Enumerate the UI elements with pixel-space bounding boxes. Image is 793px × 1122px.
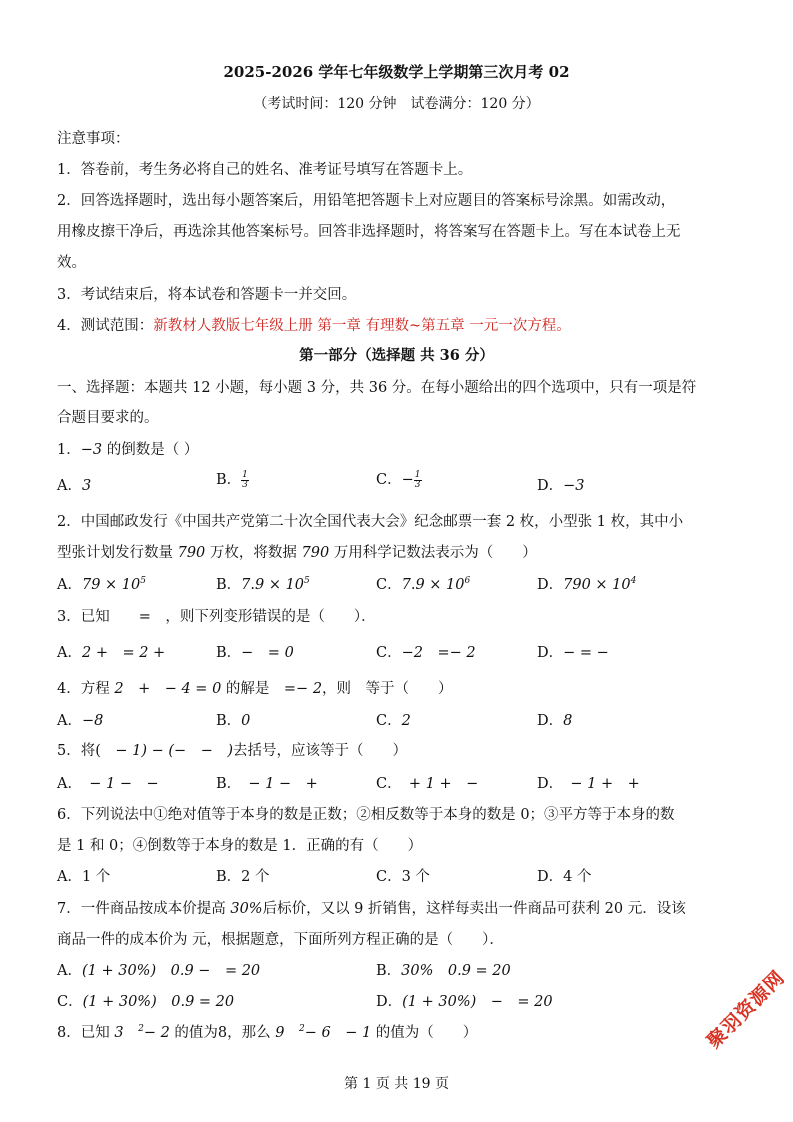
q3-d-value: − = −: [563, 645, 609, 661]
q3-option-d: [537, 641, 609, 662]
q1-a-label: A．: [57, 478, 82, 494]
q1-b-label: B．: [216, 472, 242, 488]
q4-a-label: A．: [57, 713, 82, 729]
exam-title: 2025-2026 学年七年级数学上学期第三次月考 02: [223, 63, 570, 81]
q2-a-label: A．: [57, 577, 82, 593]
q2-c-exponent: 6: [464, 576, 471, 586]
q7-text-b: 后标价，又以 9 折销售，这样每卖出一件商品可获利 20 元．设该: [262, 901, 686, 917]
q1-c-denominator: 3: [414, 479, 421, 490]
q6-line-1: 6．下列说法中①绝对值等于本身的数是正数；②相反数等于本身的数是 0；③平方等于本身的数: [57, 807, 675, 823]
q1-d-label: D．: [537, 478, 564, 494]
q1-b-numerator: 1: [242, 469, 248, 480]
note-4: [57, 314, 571, 335]
q1-c-numerator: 1: [414, 469, 421, 480]
q1-option-c: [376, 468, 422, 490]
q3-text-a: 3．已知: [57, 609, 110, 625]
note-2-line-3: 效。: [57, 255, 86, 271]
q8-expr-b-tail: − 6 − 1: [304, 1025, 372, 1041]
q1-option-d: [537, 474, 585, 495]
q3-equals: =: [138, 609, 151, 625]
q2-text-b: 万枚，将数据: [205, 545, 302, 561]
q4-stem: [57, 677, 453, 698]
note-2-line-1: 2．回答选择题时，选出每小题答案后，用铅笔把答题卡上对应题目的答案标号涂黑。如需改动，: [57, 193, 676, 209]
q2-b-base: 7.9 × 10: [241, 577, 305, 593]
q8-exp-a: 2: [138, 1024, 144, 1034]
q2-a-exponent: 5: [140, 576, 146, 586]
q1-b-fraction: [241, 471, 249, 490]
q8-text-b: 的值为: [174, 1025, 218, 1041]
page-footer: 第 1 页 共 19 页: [344, 1076, 449, 1092]
q5-stem: [57, 739, 407, 760]
q4-d-label: D．: [537, 713, 564, 729]
q7-c-label: C．: [57, 994, 83, 1010]
q3-c-value: −2 =− 2: [401, 645, 476, 661]
q5-option-a: [57, 772, 159, 793]
q1-d-value: −3: [563, 478, 585, 494]
q3-option-a: [57, 641, 165, 662]
q2-c-label: C．: [376, 577, 402, 593]
q2-d-label: D．: [537, 577, 564, 593]
q3-c-label: C．: [376, 645, 402, 661]
q4-b-value: 0: [241, 713, 251, 729]
q8-text-a: 8．已知: [57, 1025, 110, 1041]
q2-number-a: 790: [177, 545, 206, 561]
q7-line-1: [57, 897, 686, 918]
q3-b-label: B．: [216, 645, 242, 661]
q4-option-c: [376, 709, 411, 730]
q3-a-label: A．: [57, 645, 82, 661]
note-2-line-2: 用橡皮擦干净后，再选涂其他答案标号。回答非选择题时，将答案写在答题卡上。写在本试卷上无: [57, 224, 681, 240]
q2-line-1: 2．中国邮政发行《中国共产党第二十次全国代表大会》纪念邮票一套 2 枚，小型张 1 枚，其中小: [57, 514, 684, 530]
q5-option-d: [537, 772, 640, 793]
q6-option-a: A．1 个: [57, 869, 111, 885]
note-1: 1．答卷前，考生务必将自己的姓名、准考证号填写在答题卡上。: [57, 162, 473, 178]
q1-option-b: [216, 468, 249, 490]
q3-a-value: 2 + = 2 +: [81, 645, 166, 661]
q4-option-a: [57, 709, 103, 730]
intro-line-1: 一、选择题：本题共 12 小题，每小题 3 分，共 36 分。在每小题给出的四个选项中，只有一项是符: [57, 380, 697, 396]
q1-c-sign: −: [401, 472, 414, 488]
q7-text-a: 7．一件商品按成本价提高: [57, 901, 231, 917]
q3-b-value: − = 0: [241, 645, 294, 661]
q8-expr-a: 3: [114, 1025, 139, 1041]
q7-option-a: [57, 959, 260, 980]
q7-d-label: D．: [376, 994, 403, 1010]
q7-option-d: [376, 990, 553, 1011]
q1-text: 的倒数是（ ）: [102, 442, 199, 458]
q7-b-value: 30% 0.9 = 20: [401, 963, 511, 979]
q1-a-value: 3: [81, 478, 92, 494]
q8-expr-b: 9: [275, 1025, 299, 1041]
q5-d-label: D．: [537, 776, 556, 792]
q4-option-d: [537, 709, 572, 730]
q1-number: 1．: [57, 442, 81, 458]
q2-option-a: [57, 573, 146, 594]
q2-b-exponent: 5: [304, 576, 310, 586]
q7-a-label: A．: [57, 963, 82, 979]
q5-c-label: C．: [376, 776, 395, 792]
q4-c-label: C．: [376, 713, 402, 729]
q4-text-b: 的解是: [225, 681, 270, 697]
test-range: 新教材人教版七年级上册 第一章 有理数~第五章 一元一次方程。: [153, 318, 571, 334]
q4-solution: =− 2: [283, 681, 323, 697]
q3-d-label: D．: [537, 645, 564, 661]
q3-stem: [57, 605, 376, 626]
q4-text-a: 4．方程: [57, 681, 110, 697]
note-3: 3．考试结束后，将本试卷和答题卡一并交回。: [57, 287, 357, 303]
q2-b-label: B．: [216, 577, 242, 593]
q8-exp-b: 2: [298, 1024, 305, 1034]
q7-d-value: (1 + 30%) − = 20: [402, 994, 553, 1010]
q4-option-b: [216, 709, 250, 730]
q2-text-a: 型张计划发行数量: [57, 545, 178, 561]
q2-d-exponent: 4: [630, 576, 637, 586]
q1-option-a: [57, 474, 91, 495]
q5-d-value: − 1 + +: [570, 776, 640, 792]
q5-text-a: 5．将(: [57, 743, 101, 759]
exam-subtitle: （考试时间：120 分钟 试卷满分：120 分）: [253, 96, 540, 112]
q2-option-c: [376, 573, 470, 594]
q2-line-2: [57, 541, 537, 562]
q7-c-value: (1 + 30%) 0.9 = 20: [82, 994, 235, 1010]
q8-text-d: 的值为（ ）: [375, 1025, 478, 1041]
q1-c-fraction: [414, 471, 422, 490]
q7-option-c: [57, 990, 234, 1011]
notes-heading: 注意事项：: [57, 131, 130, 147]
q3-option-c: [376, 641, 476, 662]
q2-c-base: 7.9 × 10: [401, 577, 465, 593]
q2-d-base: 790 × 10: [563, 577, 631, 593]
q4-a-value: −8: [81, 713, 104, 729]
q1-c-label: C．: [376, 472, 402, 488]
q1-math: −3: [80, 442, 103, 458]
note-4-prefix: 4．测试范围：: [57, 318, 154, 334]
q2-option-b: [216, 573, 310, 594]
q4-d-value: 8: [563, 713, 573, 729]
q7-a-value: (1 + 30%) 0.9 − = 20: [81, 963, 261, 979]
q3-text-b: ，则下列变形错误的是（ ）．: [165, 609, 376, 625]
q3-option-b: [216, 641, 294, 662]
q5-option-b: [216, 772, 318, 793]
q6-option-c: C．3 个: [376, 869, 430, 885]
q6-line-2: 是 1 和 0；④倒数等于本身的数是 1．正确的有（ ）: [57, 838, 423, 854]
q7-percent: 30%: [230, 901, 263, 917]
q2-text-c: 万用科学记数法表示为（ ）: [329, 545, 537, 561]
q4-text-c: ，则: [322, 681, 352, 697]
watermark-logo: 聚羽资源网: [702, 966, 790, 1053]
q1-stem: [57, 438, 198, 459]
q5-c-value: + 1 + −: [408, 776, 479, 792]
q5-a-value: − 1 − −: [89, 776, 159, 792]
q8-stem: [57, 1021, 477, 1042]
q8-text-c: 8，那么: [217, 1025, 271, 1041]
q7-b-label: B．: [376, 963, 402, 979]
q5-b-label: B．: [216, 776, 234, 792]
q7-line-2: 商品一件的成本价为 元，根据题意，下面所列方程正确的是（ ）．: [57, 932, 504, 948]
q5-text-b: 去括号，应该等于（ ）: [233, 743, 408, 759]
q6-option-b: B．2 个: [216, 869, 270, 885]
q7-option-b: [376, 959, 511, 980]
q2-a-base: 79 × 10: [81, 577, 141, 593]
q2-number-b: 790: [301, 545, 330, 561]
q6-option-d: D．4 个: [537, 869, 592, 885]
q5-expression: − 1) − (− − ): [100, 743, 234, 759]
q5-b-value: − 1 − +: [248, 776, 318, 792]
q2-option-d: [537, 573, 636, 594]
q8-expr-a-tail: − 2: [143, 1025, 170, 1041]
q4-text-d: 等于（ ）: [365, 681, 453, 697]
intro-line-2: 合题目要求的。: [57, 410, 159, 426]
q4-c-value: 2: [401, 713, 411, 729]
q5-a-label: A．: [57, 776, 75, 792]
q5-option-c: [376, 772, 478, 793]
q1-b-denominator: 3: [242, 479, 248, 490]
section-heading: 第一部分（选择题 共 36 分）: [299, 347, 494, 364]
q4-equation: 2 + − 4 = 0: [114, 681, 222, 697]
q4-b-label: B．: [216, 713, 242, 729]
